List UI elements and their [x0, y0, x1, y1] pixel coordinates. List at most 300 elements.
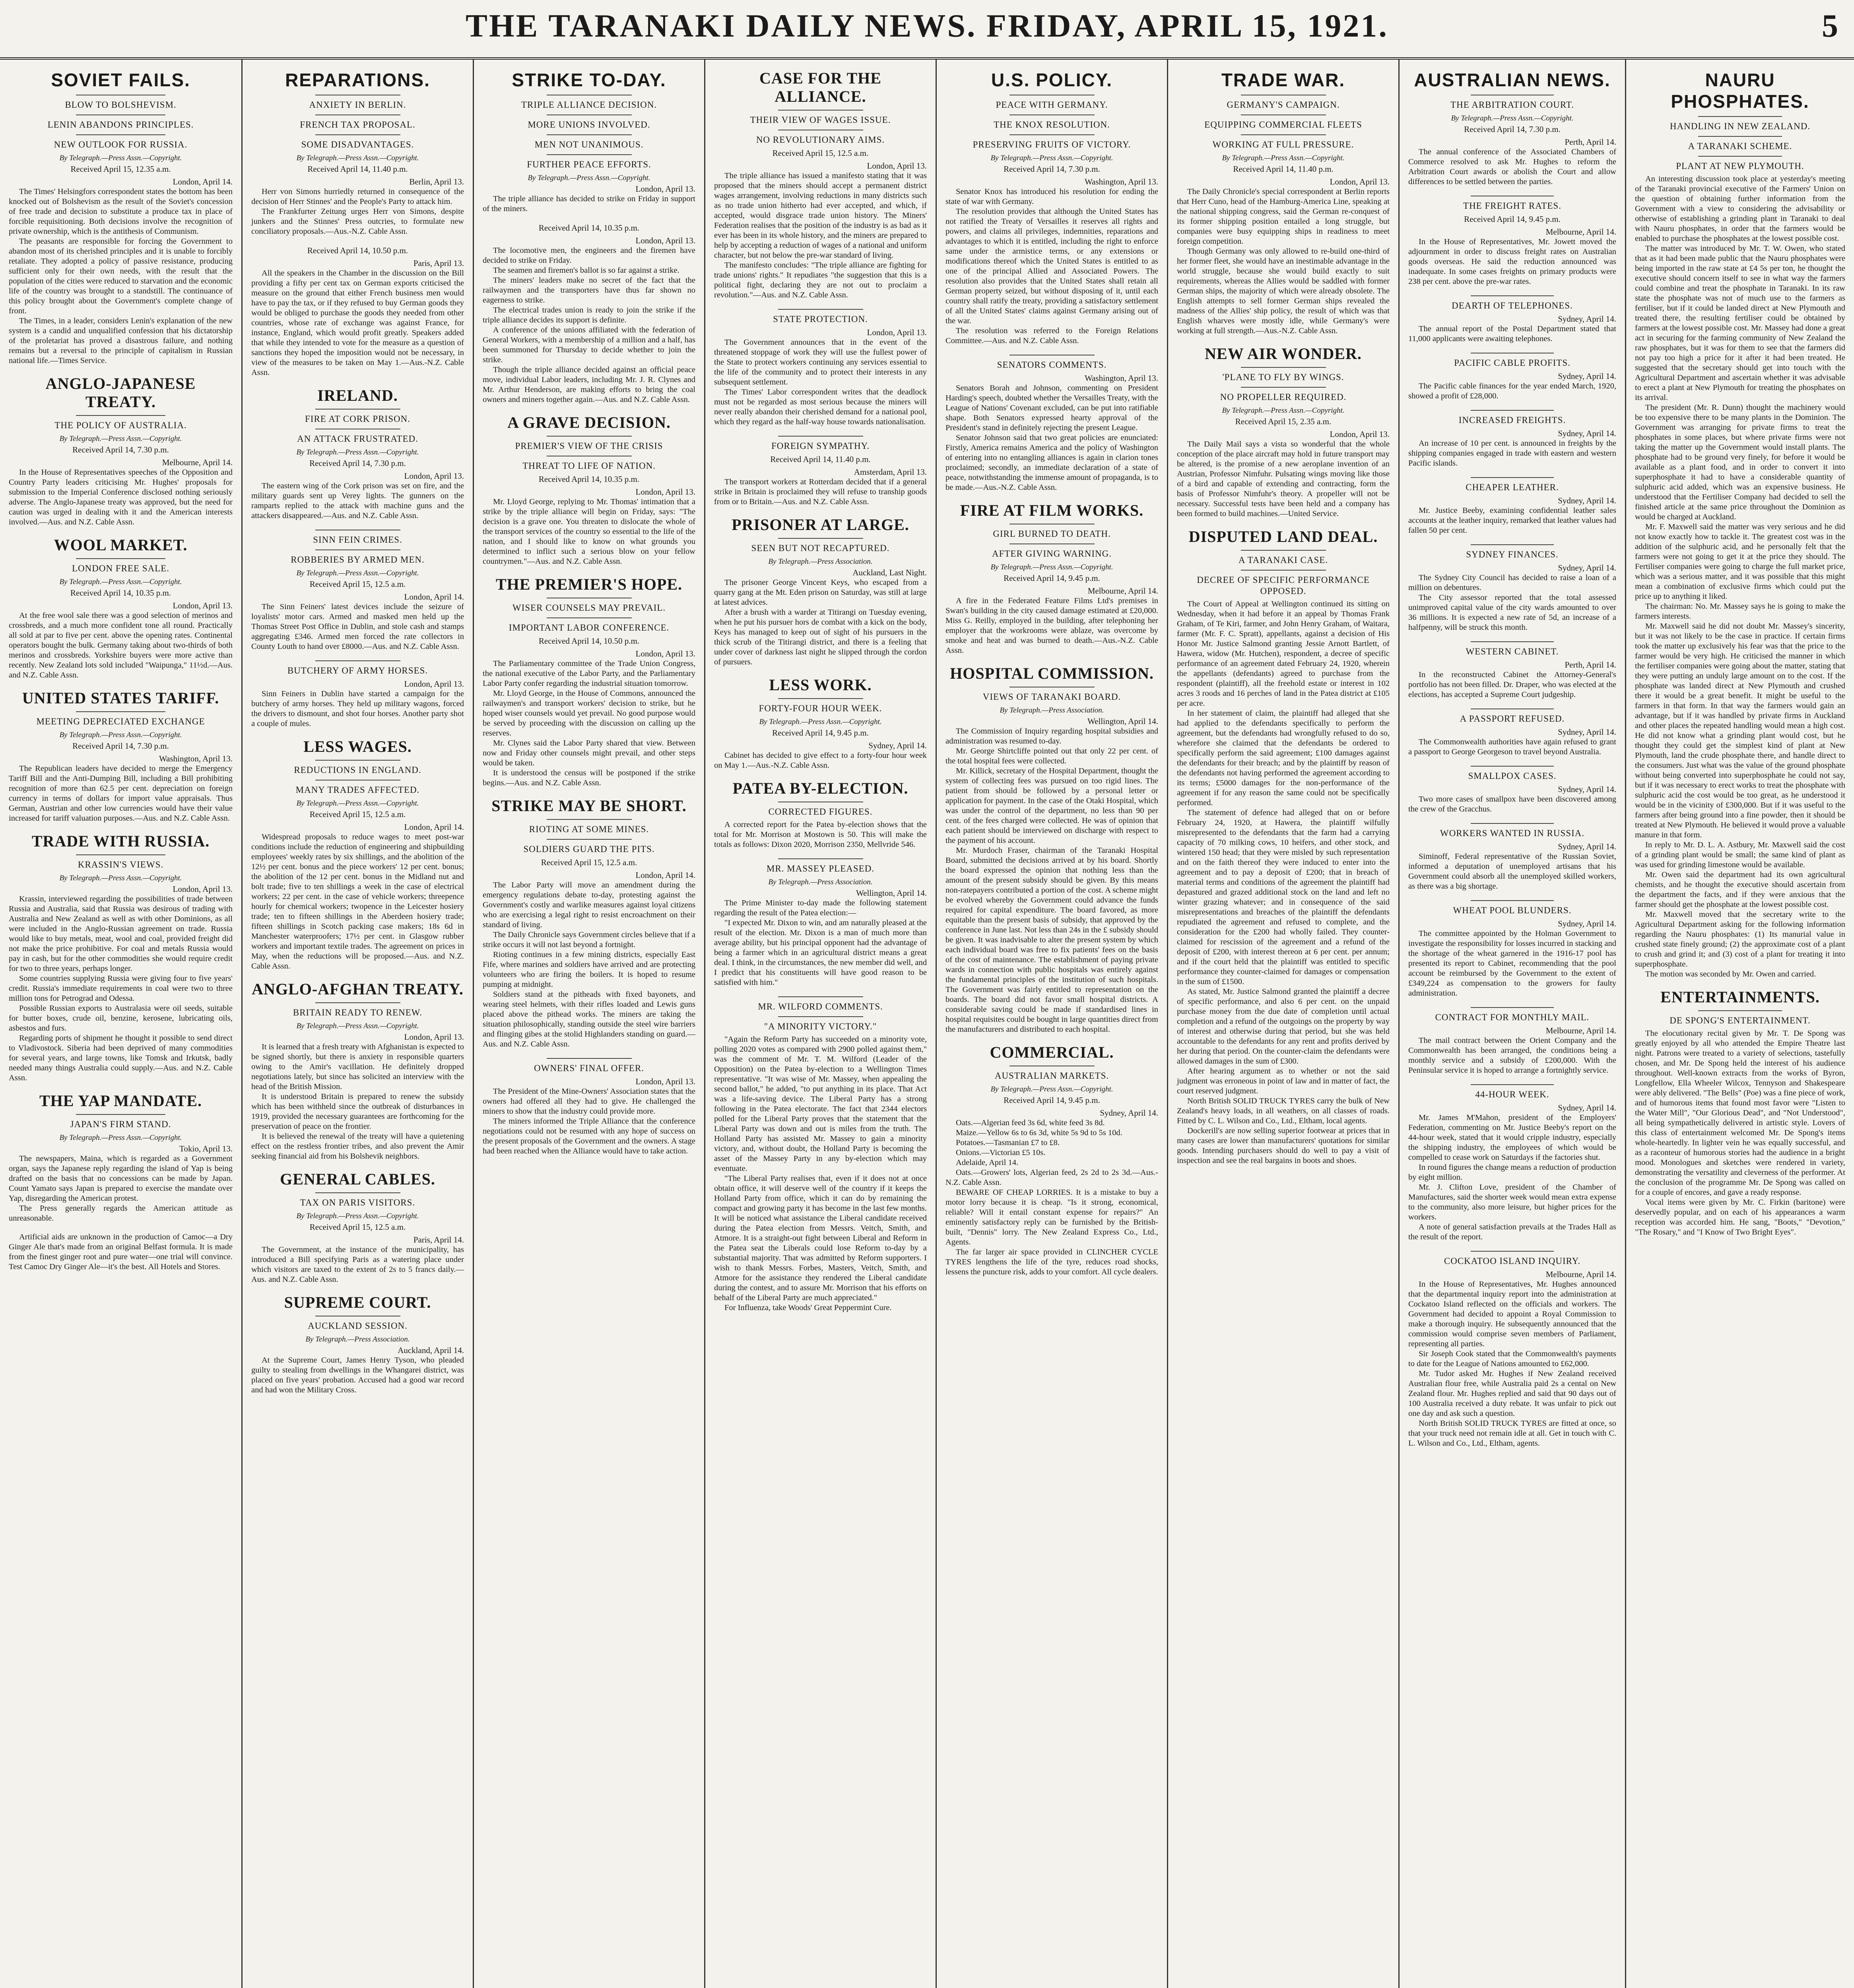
paragraph: The statement of defence had alleged that on or before February 24, 1920, at Hawera, the plaintiff wilfully misrepresented to the defendants that the farm had a carrying capacity of 70 milking cows, 10 heifers, and other stock, and wintered 150 head; that they were misled by such representation and on the faith thereof they were induced to enter into the agreement and to pay a deposit of £200; that in breach of material terms and conditions of the agreement the plaintiff had depastured and grazed additional stock on the land and left no winter grazing whatever; and in consequence of the said misrepresentations and breaches of the plaintiff the defendants repudiated the agreement and refused to complete, and the consideration for the £200 had wholly failed. They counter-claimed for rescission of the agreement and a refund of the deposit of £200, with interest thereon at 6 per cent. per annum; and if the court held that the plaintiff was entitled to specific performance they counter-claimed for damages or compensation in the sum of £1500. [1177, 808, 1390, 986]
paragraph: The President of the Mine-Owners' Association states that the owners had offered all they had to give. He challenged the miners to show that the industry could provide more. [483, 1087, 695, 1116]
article [9, 832, 233, 1083]
paragraph: Oats.—Algerian feed 3s 6d, white feed 3s 8d. [956, 1118, 1105, 1127]
wire-credit: By Telegraph.—Press Assn.—Copyright. [296, 799, 419, 808]
article-subhead: WISER COUNSELS MAY PREVAIL. [512, 603, 666, 613]
paragraph: The Labor Party will move an amendment during the emergency regulations debate to-day, protesting against the Government's costly and warlike measures against loyal citizens who are exercising a legal right to resist encroachment on their standard of living. [483, 881, 695, 929]
article [1408, 709, 1616, 757]
article-subhead: AUSTRALIAN MARKETS. [994, 1071, 1109, 1081]
dateline: Melbourne, April 14. [1087, 586, 1158, 596]
article-subhead: FORTY-FOUR HOUR WEEK. [759, 703, 882, 713]
paragraph: North British SOLID TRUCK TYRES carry the bulk of New Zealand's heavy loads, in all weathers, on all classes of roads. Fitted by C. L. Wilson and Co., Ltd., Eltham, local agents. [1177, 1097, 1390, 1125]
article-subhead: FOREIGN SYMPATHY. [771, 441, 870, 451]
dateline: London, April 13. [1330, 177, 1390, 186]
article-subhead: PEACE WITH GERMANY. [996, 100, 1108, 110]
paragraph: Sir Joseph Cook stated that the Commonwealth's payments to date for the League of Nations amounted to £62,000. [1408, 1349, 1616, 1368]
paragraph: Artificial aids are unknown in the production of Camoc—a Dry Ginger Ale that's made from an original Belfast formula. It is made from the finest ginger root and pure water—one trial will convince. Test Camoc Dry Ginger Ale—it's the best. All Hotels and Stores. [9, 1233, 233, 1271]
received-time: Received April 15, 12.5 a.m. [309, 1222, 406, 1232]
divider-rule [778, 858, 863, 859]
divider-rule [315, 1002, 400, 1003]
article-body [251, 1042, 464, 1161]
paragraph: The committee appointed by the Holman Government to investigate the responsibility for losses incurred in stacking and the shortage of the wheat garnered in the 1916-17 pool has presented its report to Cabinet, recommending that the pool account be reimbursed by the Government to the extent of £349,224 as compensation to the growers for faulty administration. [1408, 929, 1616, 998]
paragraph: The far larger air space provided in CLINCHER CYCLE TYRES lengthens the life of the tyre, reduces road shocks, lessens the puncture risk, adds to your comfort. All cycle dealers. [945, 1248, 1158, 1276]
paragraph: Senators Borah and Johnson, commenting on President Harding's speech, doubted whether the Versailles Treaty, with the League of Nations' Covenant excluded, can be put into ratifiable shape. Both Senators expressed hearty approval of the President's stand in definitely rejecting the present League. [945, 384, 1158, 432]
article-body [714, 751, 927, 771]
paragraph: Mr. Lloyd George, replying to Mr. Thomas' intimation that a strike by the triple alliance will begin on Friday, says: "The decision is a grave one. You threaten to dislocate the whole of the transport services of the country so essential to the life of the nation, and I should like to know on what grounds you determined to inflict such a serious blow on your fellow countrymen."—Aus. and N.Z. Cable Assn. [483, 497, 695, 566]
article-body [251, 832, 464, 971]
paragraph: The annual report of the Postal Department stated that 11,000 applicants were awaiting telephones. [1408, 324, 1616, 343]
article-subhead: PRESERVING FRUITS OF VICTORY. [973, 140, 1131, 149]
wire-credit: By Telegraph.—Press Assn.—Copyright. [528, 174, 650, 182]
article-subhead: COCKATOO ISLAND INQUIRY. [1444, 1256, 1581, 1266]
wire-credit: By Telegraph.—Press Assn.—Copyright. [59, 154, 182, 162]
article-subhead: THE ARBITRATION COURT. [1450, 100, 1574, 110]
masthead-title: THE TARANAKI DAILY NEWS. FRIDAY, APRIL 15, 1921. [466, 8, 1388, 44]
article [1408, 69, 1616, 187]
paragraph: A corrected report for the Patea by-election shows that the total for Mr. Morrison at Mostown is 50. This will make the totals as follows: Dixon 2020, Morrison 2350, Mellvride 546. [714, 820, 927, 849]
paragraph: The Government announces that in the event of the threatened stoppage of work they will use the fullest power of the State to protect workers continuing any services essential to the life of the community and to protect their interests in any subsequent settlement. [714, 338, 927, 386]
columns [0, 60, 1854, 1988]
paragraph: Mr. Lloyd George, in the House of Commons, announced the railwaymen's and transport workers' decision to strike, but he hoped wiser counsels would yet prevail. No good purpose would be served by proceeding with the discussion on calling up the reserves. [483, 689, 695, 738]
article-headline: NEW AIR WONDER. [1205, 345, 1362, 363]
paragraph: The Court of Appeal at Wellington continued its sitting on Wednesday, when it had before it an appeal by Thomas Frank Graham, of Te Kiri, farmer, and John Henry Graham, of Waitara, farmer (Mr. F. C. Spratt), appellants, against a decision of His Honor Mr. Justice Salmond granting Jessie Arnott Bartlett, of Hawera, widow (Mr. Hutchen), respondent, a decree of specific performance of an agreement dated February 24, 1920, wherein the appellants (defendants) agreed to purchase from the respondent (plaintiff), all the freehold estate or interest in 102 acres 3 roods and 16 perches of land in the Patea district at £105 per acre. [1177, 600, 1390, 708]
article-body [251, 689, 464, 729]
article [1408, 544, 1616, 633]
divider-rule [547, 1058, 632, 1059]
wire-credit: By Telegraph.—Press Assn.—Copyright. [59, 874, 182, 882]
wire-credit: By Telegraph.—Press Association. [768, 557, 873, 566]
divider-rule [1698, 156, 1782, 157]
paragraph: The Daily Chronicle's special correspondent at Berlin reports that Herr Cuno, head of the Hamburg-America Line, speaking at the national shipping congress, said the German re-conquest of its former shipping position entailed a long struggle, but companies were busy equipping ships in readiness to meet foreign competition. [1177, 187, 1390, 246]
article-body [714, 898, 927, 988]
article-subhead: SOLDIERS GUARD THE PITS. [523, 844, 655, 854]
paragraph: The Frankfurter Zeitung urges Herr von Simons, despite junkers and the Stinnes' Press outcries, to formulate new conciliatory proposals.—Aus.-N.Z. Cable Assn. [251, 207, 464, 236]
dateline: Sydney, April 14. [1558, 919, 1616, 928]
paragraph: In reply to Mr. D. L. A. Astbury, Mr. Maxwell said the cost of a grinding plant would be small; the same kind of plant as was used for grinding limestone would be available. [1635, 841, 1845, 869]
article-headline: COMMERCIAL. [990, 1043, 1114, 1061]
article [251, 69, 464, 237]
article-headline: STRIKE MAY BE SHORT. [491, 797, 687, 815]
received-time: Received April 14, 7.30 p.m. [1004, 164, 1100, 174]
paragraph: It is understood Britain is prepared to renew the subsidy which has been withheld since the outbreak of disturbances in 1919, provided the necessary guarantees are forthcoming for the preservation of peace on the frontier. [251, 1092, 464, 1131]
article [1408, 295, 1616, 344]
paragraph: North British SOLID TRUCK TYRES are fitted at once, so that your truck need not remain idle at all. Get in touch with C. L. Wilson and Co., Ltd., Eltham, agents. [1408, 1419, 1616, 1448]
paragraph: The chairman: No. Mr. Massey says he is going to make the farmers interests. [1635, 602, 1845, 621]
article [9, 1232, 233, 1272]
article-body [1408, 737, 1616, 757]
article [1408, 353, 1616, 401]
dateline: Auckland, Last Night. [852, 568, 927, 577]
paragraph: The Pacific cable finances for the year ended March, 1920, showed a profit of £28,000. [1408, 382, 1616, 400]
article-subhead: WORKING AT FULL PRESSURE. [1212, 140, 1354, 149]
dateline: Melbourne, April 14. [1545, 1270, 1616, 1279]
article-subhead: TRIPLE ALLIANCE DECISION. [521, 100, 657, 110]
article-body [1408, 381, 1616, 401]
article-subhead: HANDLING IN NEW ZEALAND. [1670, 121, 1811, 131]
divider-rule [315, 760, 400, 761]
divider-rule [76, 134, 165, 135]
dateline: Paris, April 14. [413, 1235, 464, 1244]
article [714, 309, 927, 427]
article-subhead: WESTERN CABINET. [1466, 646, 1559, 656]
article-subhead: GIRL BURNED TO DEATH. [993, 529, 1111, 539]
article-body [1177, 439, 1390, 519]
received-time: Received April 15, 12.5 a.m. [309, 810, 406, 819]
article [1408, 641, 1616, 700]
article [1408, 1007, 1616, 1076]
divider-rule [1471, 410, 1554, 411]
article-subhead: JAPAN'S FIRM STAND. [70, 1119, 171, 1129]
article [9, 689, 233, 823]
paragraph: Maize.—Yellow 6s to 6s 3d, white 5s 9d to 5s 10d. [956, 1128, 1122, 1137]
article-headline: GENERAL CABLES. [280, 1170, 435, 1188]
paragraph: In the reconstructed Cabinet the Attorney-General's portfolio has not been filled. Dr. Draper, who was elected at the elections, has accepted a Supreme Court judgeship. [1408, 670, 1616, 699]
article-subhead: EQUIPPING COMMERCIAL FLEETS [1204, 120, 1362, 130]
divider-rule [1698, 1010, 1782, 1011]
article-subhead: GERMANY'S CAMPAIGN. [1227, 100, 1340, 110]
article [483, 575, 695, 788]
dateline: London, April 14. [173, 177, 233, 186]
article-subhead: A TARANAKI CASE. [1238, 555, 1328, 565]
dateline: Paris, April 13. [413, 258, 464, 268]
paragraph: The Government, at the instance of the municipality, has introduced a Bill specifying Paris as a watering place under which visitors are taxed to the extent of 2s to 5 francs daily.—Aus. and N.Z. Cable Assn. [251, 1245, 464, 1284]
article [1635, 988, 1845, 1237]
article-headline: ENTERTAINMENTS. [1660, 988, 1820, 1006]
divider-rule [778, 1016, 863, 1017]
dateline: Melbourne, April 14. [1545, 1026, 1616, 1035]
article-headline: STRIKE TO-DAY. [512, 70, 666, 90]
article-subhead: SINN FEIN CRIMES. [313, 535, 402, 545]
divider-rule [547, 839, 632, 840]
divider-rule [1471, 1084, 1554, 1085]
article-body [1635, 174, 1845, 979]
article-headline: TRADE WITH RUSSIA. [31, 832, 210, 850]
article-body [1177, 187, 1390, 336]
paragraph: Regarding ports of shipment he thought it possible to send direct to Vladivostock. Siberia had been deprived of many commodities for several years, and large towns, like Tomsk and Irkutsk, badly needed many things Australia could supply.—Aus. and N.Z. Cable Assn. [9, 1034, 233, 1082]
article [1408, 766, 1616, 814]
article-subhead: FURTHER PEACE EFFORTS. [527, 159, 651, 169]
dateline: Sydney, April 14. [1558, 784, 1616, 794]
dateline: Berlin, April 13. [409, 177, 464, 186]
paragraph: The president (Mr. R. Dunn) thought the machinery would be too expensive there to be many plants in the Dominion. The Government was arranging for private firms to treat the phosphates in some places, but where private firms were not taking the matter up the Government would install plants. The phosphate had to be ground very finely, for before it would be available as a plant food, and in order to convert it into superphosphate it had to have a considerable quantity of sulphuric acid added, which was an expensive business. He understood that the Fertiliser Company had decided to sell the finished article at the same price throughout the Dominion as would be charged at Auckland. [1635, 403, 1845, 521]
article-body [483, 497, 695, 567]
article-subhead: SEEN BUT NOT RECAPTURED. [751, 543, 890, 553]
dateline: Sydney, April 14. [1558, 429, 1616, 438]
dateline: Wellington, April 14. [856, 888, 927, 898]
article [1408, 1251, 1616, 1448]
dateline: Sydney, April 14. [1558, 563, 1616, 573]
dateline: London, April 13. [867, 328, 927, 337]
column-4 [705, 60, 937, 1988]
article-headline: LESS WAGES. [303, 738, 412, 755]
divider-rule [1471, 544, 1554, 545]
article-body [251, 602, 464, 652]
article-body [1408, 852, 1616, 891]
wire-credit: By Telegraph.—Press Assn.—Copyright. [296, 569, 419, 577]
article-body [1635, 1029, 1845, 1237]
paragraph: Siminoff, Federal representative of the Russian Soviet, informed a deputation of unemployed artisans that his Government could absorb all the unemployed skilled workers, as there was a big shortage. [1408, 852, 1616, 891]
paragraph: The Republican leaders have decided to merge the Emergency Tariff Bill and the Anti-Dumping Bill, including a Bill prohibiting recognition of more than 62.5 per cent. depreciation on foreign currency in terms of dollars for import value appraisals. Thus German, Austrian and other low currencies would have their value increased for tariff valuation purposes.—Aus. and N.Z. Cable Assn. [9, 764, 233, 823]
received-time: Received April 14, 11.40 p.m. [1233, 164, 1334, 174]
paragraph: The Times' Labor correspondent writes that the deadlock must not be regarded as most serious because the miners will never really abandon their cherished demand for a national pool, which they regard as the half-way house towards nationalisation. [714, 388, 927, 426]
paragraph: Cabinet has decided to give effect to a forty-four hour week on May 1.—Aus.-N.Z. Cable Assn. [714, 751, 927, 770]
article-subhead: PACIFIC CABLE PROFITS. [1454, 358, 1571, 368]
article-subhead: MORE UNIONS INVOLVED. [528, 120, 650, 130]
article-body [251, 1245, 464, 1285]
article-headline: ANGLO-AFGHAN TREATY. [252, 980, 464, 998]
paragraph: The annual conference of the Associated Chambers of Commerce resolved to ask Mr. Hughes to reform the Arbitration Court awards or abolish the Court and allow differences to be settled between the parties. [1408, 148, 1616, 186]
paragraph: Adelaide, April 14. [956, 1158, 1019, 1167]
divider-rule [778, 996, 863, 997]
divider-rule [1471, 1251, 1554, 1252]
article-subhead: AFTER GIVING WARNING. [992, 549, 1112, 559]
paragraph: Possible Russian exports to Australasia were oil seeds, suitable for butter boxes, crude oil, benzine, kerosene, lubricating oils, asbestos and furs. [9, 1004, 233, 1033]
article-subhead: NEW OUTLOOK FOR RUSSIA. [54, 140, 188, 149]
article-body [714, 578, 927, 667]
article-body [9, 187, 233, 366]
paragraph: The eastern wing of the Cork prison was set on fire, and the military guards sent up Verey lights. The gunners on the ramparts replied to the attack with machine guns and the attackers disappeared.—Aus. and N.Z. Cable Assn. [251, 481, 464, 520]
paragraph: Rioting continues in a few mining districts, especially East Fife, where marines and soldiers have arrived and are protecting volunteers who are firing the boilers. It is hoped to resume pumping at midnight. [483, 950, 695, 989]
received-time: Received April 15, 2.35 a.m. [1235, 417, 1332, 426]
paragraph: As stated, Mr. Justice Salmond granted the plaintiff a decree of specific performance, and also 6 per cent. on the unpaid purchase money from the due date of completion until actual completion and a refund of the outgoings on the property by way of interest and otherwise during that period, but she was held accountable to the defendants for any rent and profits derived by her during that period. On the counter-claim the defendants were allowed damages in the sum of £300. [1177, 987, 1390, 1066]
article-body [945, 596, 1158, 656]
dateline: Washington, April 13. [159, 754, 233, 763]
paragraph: In round figures the change means a reduction of production by eight million. [1408, 1163, 1616, 1182]
column-2 [243, 60, 474, 1988]
wire-credit: By Telegraph.—Press Assn.—Copyright. [296, 154, 419, 162]
article-headline: PRISONER AT LARGE. [732, 516, 909, 534]
article-subhead: ANXIETY IN BERLIN. [309, 100, 406, 110]
article-headline: PATEA BY-ELECTION. [732, 779, 909, 797]
article-subhead: ROBBERIES BY ARMED MEN. [291, 555, 425, 565]
wire-credit: By Telegraph.—Press Assn.—Copyright. [59, 1134, 182, 1142]
paragraph: Senator Johnson said that two great policies are enunciated: Firstly, America remains America and the policy of Washington of entering into no entangling alliances is again in clarion tones proclaimed; secondly, an immediate declaration of a state of peace, notwithstanding the immense amount of propaganda, is to be made.—Aus.-N.Z. Cable Assn. [945, 433, 1158, 492]
dateline: Sydney, April 14. [868, 741, 927, 750]
article-body [1408, 324, 1616, 344]
divider-rule [778, 436, 863, 437]
article-subhead: INCREASED FREIGHTS. [1458, 415, 1566, 425]
dateline: London, April 14. [635, 870, 695, 880]
article-body [9, 468, 233, 527]
article [251, 1170, 464, 1285]
paragraph: In the House of Representatives, Mr. Hughes announced that the departmental inquiry report into the administration at Cockatoo Island reflected on the officials and workers. The Government had decided to appoint a Royal Commission to make a thorough inquiry. He subsequently announced that the commission would comprise seven members of Parliament, representing all parties. [1408, 1280, 1616, 1348]
divider-rule [547, 819, 632, 820]
divider-rule [315, 409, 400, 410]
article-subhead: NO PROPELLER REQUIRED. [1220, 392, 1347, 402]
paragraph: "Again the Reform Party has succeeded on a minority vote, polling 2020 votes as compared with 2900 polled against them," was the comment of Mr. T. M. Wilford (Leader of the Opposition) on the Patea by-election to a Wellington Times representative. "It was wise of Mr. Massey, when appealing the second ballot," he added, "to put anything in its place. That Act was a life-saving device. The Liberal Party has a strong following in the Patea electorate. The fact that 2344 electors polled for the Liberal Party proves that the statement that the Liberal Party was down and out is miles from the truth. The Holland Party has assisted Mr. Massey to gain a minority victory, and, without doubt, the Holland Party is becoming the asset of the Massey Party in any by-election which may eventuate. [714, 1035, 927, 1173]
article-body [1408, 670, 1616, 700]
paragraph: The triple alliance has issued a manifesto stating that it was proposed that the miners should accept a permanent district wages arrangement, involving reductions in many districts such as no trade union hitherto had ever accepted, and which, if accepted, would disgrace trade union history. The Miners' Federation realises that the position of the industry is as bad as it ever has been in its whole history, and the miners are prepared to help by accepting a reduction of wages of a national and uniform character, but not below the pre-war standard of living. [714, 171, 927, 260]
article [1408, 477, 1616, 536]
received-time: Received April 14, 7.30 p.m. [72, 741, 169, 751]
paragraph: The prisoner George Vincent Keys, who escaped from a quarry gang at the Mt. Eden prison on Saturday, was still at large at latest advices. [714, 578, 927, 607]
dateline: London, April 13. [404, 471, 464, 481]
wire-credit: By Telegraph.—Press Assn.—Copyright. [296, 448, 419, 456]
paragraph: The Prime Minister to-day made the following statement regarding the result of the Patea election:— [714, 899, 927, 917]
article-body [483, 659, 695, 788]
article-headline: THE PREMIER'S HOPE. [495, 575, 683, 593]
article-subhead: DECREE OF SPECIFIC PERFORMANCE OPPOSED. [1197, 575, 1370, 596]
received-time: Received April 14, 11.40 p.m. [770, 454, 871, 464]
article [945, 69, 1158, 346]
article-body [714, 477, 927, 507]
divider-rule [315, 660, 400, 661]
paragraph: The Times' Helsingfors correspondent states the bottom has been knocked out of Bolshevism as the result of the Soviet's concession of free trade and decision to substitute a produce tax in place of forcible requisitioning. Both decisions involve the recognition of private ownership, which is the antithesis of Communism. [9, 187, 233, 236]
divider-rule [1471, 477, 1554, 478]
divider-rule [315, 1192, 400, 1193]
paragraph: The resolution was referred to the Foreign Relations Committee.—Aus. and N.Z. Cable Assn. [945, 326, 1158, 345]
paragraph: Onions.—Victorian £5 10s. [956, 1148, 1046, 1157]
dateline: London, April 13. [867, 161, 927, 171]
article-subhead: MR. MASSEY PLEASED. [766, 864, 875, 874]
divider-rule [778, 538, 863, 539]
divider-rule [1471, 766, 1554, 767]
article [1408, 196, 1616, 287]
article-subhead: BLOW TO BOLSHEVISM. [65, 100, 177, 110]
column-3 [474, 60, 705, 1988]
paragraph: The Sinn Feiners' latest devices include the seizure of loyalists' motor cars. Armed and masked men held up the Thomas Street Post Office in Dublin, and stole cash and stamps aggregating £346. Armed men forced the rate collectors in County Louth to hand over £8000.—Aus. and N.Z. Cable Assn. [251, 602, 464, 651]
article-headline: HOSPITAL COMMISSION. [950, 664, 1154, 682]
paragraph: The Parliamentary committee of the Trade Union Congress, the national executive of the Labor Party, and the Parliamentary Labor Party confer regarding the industrial situation tomorrow. [483, 659, 695, 688]
article [483, 223, 695, 405]
article-headline: FIRE AT FILM WORKS. [960, 501, 1144, 519]
article [714, 779, 927, 850]
article-headline: SOVIET FAILS. [51, 70, 190, 90]
article-subhead: CHEAPER LEATHER. [1466, 482, 1559, 492]
divider-rule [315, 549, 400, 550]
article-subhead: CONTRACT FOR MONTHLY MAIL. [1435, 1012, 1590, 1022]
divider-rule [547, 617, 632, 618]
article-body [251, 187, 464, 237]
divider-rule [76, 415, 165, 416]
received-time: Received April 14, 10.50 p.m. [538, 636, 640, 646]
article-subhead: BRITAIN READY TO RENEW. [293, 1008, 423, 1017]
paragraph: "The Liberal Party realises that, even if it does not at once obtain office, it will deserve well of the country if it keeps the Holland Party from office, which it can do by remaining the compact and growing party it has become in the last few months. It will be noticed what assistance the Liberal candidate received during the Patea election from Messrs. Veitch, Smith, and Atmore. It is a straight-out fight between Liberal and Reform in the Patea seat the Liberals could lose Reform to-day by a substantial majority. That was admitted by Reform supporters. I wish to thank Messrs. Forbes, Masters, Veitch, Smith, and Atmore for the assistance they rendered the Liberal candidate during the contest, and to assure Mr. Morrison that his efforts on behalf of the Liberal Party are much appreciated." [714, 1174, 927, 1302]
paragraph: It is believed the renewal of the treaty will have a quietening effect on the restless frontier tribes, and also prevent the Amir seeking financial aid from his Bolshevik neighbors. [251, 1132, 464, 1161]
paragraph: It is learned that a fresh treaty with Afghanistan is expected to be signed shortly, but there is anxiety in responsible quarters owing to the Amir's vacillation. He definitely dropped negotiations lately, but since has solicited an interview with the head of the British Mission. [251, 1043, 464, 1091]
divider-rule [1471, 295, 1554, 296]
received-time: Received April 14, 10.35 p.m. [538, 223, 640, 233]
divider-rule [1241, 550, 1326, 551]
column-6 [1168, 60, 1400, 1988]
article-subhead: VIEWS OF TARANAKI BOARD. [982, 692, 1121, 702]
article-body [714, 171, 927, 300]
received-time: Received April 14, 9.45 p.m. [1004, 573, 1100, 583]
article-subhead: 'PLANE TO FLY BY WINGS. [1222, 372, 1344, 382]
article [945, 664, 1158, 1035]
received-time: Received April 15, 12.5 a.m. [309, 579, 406, 589]
article-subhead: IMPORTANT LABOR CONFERENCE. [509, 623, 670, 633]
wire-credit: By Telegraph.—Press Assn.—Copyright. [59, 435, 182, 443]
dateline: Sydney, April 14. [1558, 314, 1616, 324]
divider-rule [547, 436, 632, 437]
article-body [1408, 1036, 1616, 1076]
divider-rule [76, 711, 165, 712]
article-body [945, 726, 1158, 1035]
received-time: Received April 15, 12.5 a.m. [541, 858, 637, 867]
article-subhead: A PASSPORT REFUSED. [1460, 714, 1565, 724]
article-body [1408, 439, 1616, 468]
article-subhead: FRENCH TAX PROPOSAL. [300, 120, 415, 130]
article [714, 858, 927, 988]
article [9, 69, 233, 366]
wire-credit: By Telegraph.—Press Assn.—Copyright. [990, 563, 1113, 571]
paragraph: An increase of 10 per cent. is announced in freights by the shipping companies engaged in trade with eastern and western Pacific islands. [1408, 439, 1616, 468]
article [945, 501, 1158, 656]
article [1408, 900, 1616, 998]
paragraph: The Sydney City Council has decided to raise a loan of a million on debentures. [1408, 573, 1616, 592]
paragraph: Dockerill's are now selling superior footwear at prices that in many cases are lower than manufacturers' quotations for similar goods. Intending purchasers should do well to pay a visit of inspection and see the real bargains in boots and shoes. [1177, 1126, 1390, 1165]
article-body [9, 1154, 233, 1223]
article-body [1408, 929, 1616, 998]
dateline: London, April 14. [404, 592, 464, 602]
article-subhead: THREAT TO LIFE OF NATION. [522, 461, 656, 471]
paragraph: It is understood the census will be postponed if the strike begins.—Aus. and N.Z. Cable Assn. [483, 769, 695, 787]
paragraph: The transport workers at Rotterdam decided that if a general strike in Britain is proclaimed they will refuse to tranship goods from or to Britain.—Aus. and N.Z. Cable Assn. [714, 478, 927, 506]
received-time: Received April 15, 12.35 a.m. [70, 164, 171, 174]
article [251, 660, 464, 729]
article-headline: TRADE WAR. [1221, 70, 1345, 90]
paragraph: In her statement of claim, the plaintiff had alleged that she had applied to the defendants specifically to perform the agreement, but the defendants had wrongfully refused to do so, wherefore she claimed that the defendants be ordered to specifically perform the said agreement; £100 damages against the defendants for their breach; and by the plaintiff by reason of the defendants not having performed the agreement according to its terms; £5000 damages for the non-performance of the agreement if for any reason the same could not be specifically performed. [1177, 709, 1390, 807]
dateline: Sydney, April 14. [1558, 842, 1616, 851]
wire-credit: By Telegraph.—Press Assn.—Copyright. [759, 718, 882, 726]
dateline: Sydney, April 14. [1558, 1103, 1616, 1112]
article-body [9, 1232, 233, 1272]
divider-rule [1010, 134, 1095, 135]
dateline: London, April 13. [404, 1032, 464, 1042]
paragraph: The peasants are responsible for forcing the Government to abandon most of its cherished principles and it is unable to forcibly retaliate. They adopted a policy of passive resistance, producing sufficient only for their own needs, with the result that the population of the cities were reduced to starvation and the economic life of the country was brought to a standstill. The continuance of this policy brought about the Government's complete change of front. [9, 237, 233, 315]
article-subhead: FIRE AT CORK PRISON. [305, 414, 410, 424]
paragraph: Mr. Murdoch Fraser, chairman of the Taranaki Hospital Board, submitted the decisions arrived at by his board. Shortly the board expressed the opinion that nothing less than the amount of the present subsidy should be given. By this means non-ratepayers contributed a portion of the cost. A scheme might be evolved whereby the Government could advance the funds required for capital expenditure. The board favored, as more equitable than the present basis of subsidy, that approved by the conference in June last. Not less than 24s in the £ subsidy should be given. It was inadvisable to alter the present system by which each individual board was free to fix patients' fees on the basis of the cost of maintenance. The establishment of paying private wards in connection with public hospitals was entirely against the fundamental principles of the institution of such hospitals. The Government was fairly entitled to representation on the boards. The board did not favor small hospital districts. A considerable saving could be made if standardised lines in hospital requisites could be bought in large quantities direct from the manufacturers and distributed to each hospital. [945, 846, 1158, 1034]
article-subhead: AUCKLAND SESSION. [308, 1321, 408, 1331]
dateline: London, April 13. [1330, 429, 1390, 439]
paragraph: The Times, in a leader, considers Lenin's explanation of the new system is a candid and unqualified confession that his dictatorship of the proletariat has proved a disastrous failure, and nothing remains but a reversal to the principle of capitalism in Russian national life.—Times Service. [9, 316, 233, 365]
dateline: London, April 13. [173, 884, 233, 894]
dateline: Sydney, April 14. [1558, 496, 1616, 505]
paragraph: Mr. Maxwell moved that the secretary write to the Agricultural Department asking for the following information regarding the Nauru phosphates: (1) Its manurial value in crushed state finely ground; (2) the approximate cost of a plant to crush and grind it; and (3) cost of a plant for treating it into superphosphate. [1635, 910, 1845, 969]
paragraph: The Commission of Inquiry regarding hospital subsidies and administration was resumed to-day. [945, 727, 1158, 746]
dateline: London, April 13. [635, 236, 695, 245]
divider-rule [778, 110, 863, 111]
article-body [1408, 147, 1616, 187]
paragraph: The motion was seconded by Mr. Owen and carried. [1645, 970, 1816, 978]
dateline: Amsterdam, April 13. [854, 467, 927, 477]
wire-credit: By Telegraph.—Press Association. [1000, 706, 1104, 714]
wire-credit: By Telegraph.—Press Assn.—Copyright. [990, 154, 1113, 162]
article-subhead: MEN NOT UNANIMOUS. [534, 140, 644, 149]
paragraph: The Press generally regards the American attitude as unreasonable. [9, 1204, 233, 1223]
article [714, 436, 927, 507]
article-body [9, 894, 233, 1083]
wire-credit: By Telegraph.—Press Assn.—Copyright. [296, 1212, 419, 1220]
article-subhead: WHEAT POOL BLUNDERS. [1453, 905, 1572, 915]
paragraph: The City assessor reported that the total assessed unimproved capital value of the city wards amounted to over 36 millions. It is expected a new rate of 5d, an increase of a halfpenny, will be struck this month. [1408, 593, 1616, 632]
article-body [714, 338, 927, 427]
article [9, 536, 233, 680]
article-body [1408, 573, 1616, 633]
article-headline: ANGLO-JAPANESE TREATY. [45, 375, 196, 411]
article [9, 1092, 233, 1223]
page-number: 5 [1822, 8, 1838, 44]
article-subhead: OWNERS' FINAL OFFER. [534, 1063, 644, 1073]
paragraph: All the speakers in the Chamber in the discussion on the Bill providing a fifty per cent tax on German exports criticised the measure on the ground that either French business men would have to pay the tax, or if they refused to buy German goods they would be obliged to purchase the goods they needed from other countries, whose rate of exchange was against France, for instance, England, which would profit greatly. Speakers added that while they intended to vote for the measure as a question of sanctions they hoped the imposition would not be necessary, in view of the measures to be taken on May 1.—Aus.-N.Z. Cable Assn. [251, 269, 464, 377]
paragraph: In the House of Representatives speeches of the Opposition and Country Party leaders criticising Mr. Hughes' proposals for submission to the Imperial Conference disclosed nothing seriously adverse. The Anglo-Japanese treaty was approved, but the need for caution was urged in dealing with it and the American interests involved.—Aus. and N.Z. Cable Assn. [9, 468, 233, 526]
divider-rule [1241, 134, 1326, 135]
divider-rule [1698, 136, 1782, 137]
paragraph: The Daily Chronicle says Government circles believe that if a strike occurs it will not last beyond a fortnight. [483, 930, 695, 949]
dateline: Sydney, April 14. [1558, 371, 1616, 381]
paragraph: "I expected Mr. Dixon to win, and am naturally pleased at the result of the election. Mr. Dixon is a man of much more than average ability, but his principal opponent had the advantage of being a farmer which in an agricultural district means a great deal. I think, in the circumstances, the new member did well, and I predict that his constituents will have good reason to be satisfied with him." [714, 918, 927, 987]
divider-rule [547, 134, 632, 135]
